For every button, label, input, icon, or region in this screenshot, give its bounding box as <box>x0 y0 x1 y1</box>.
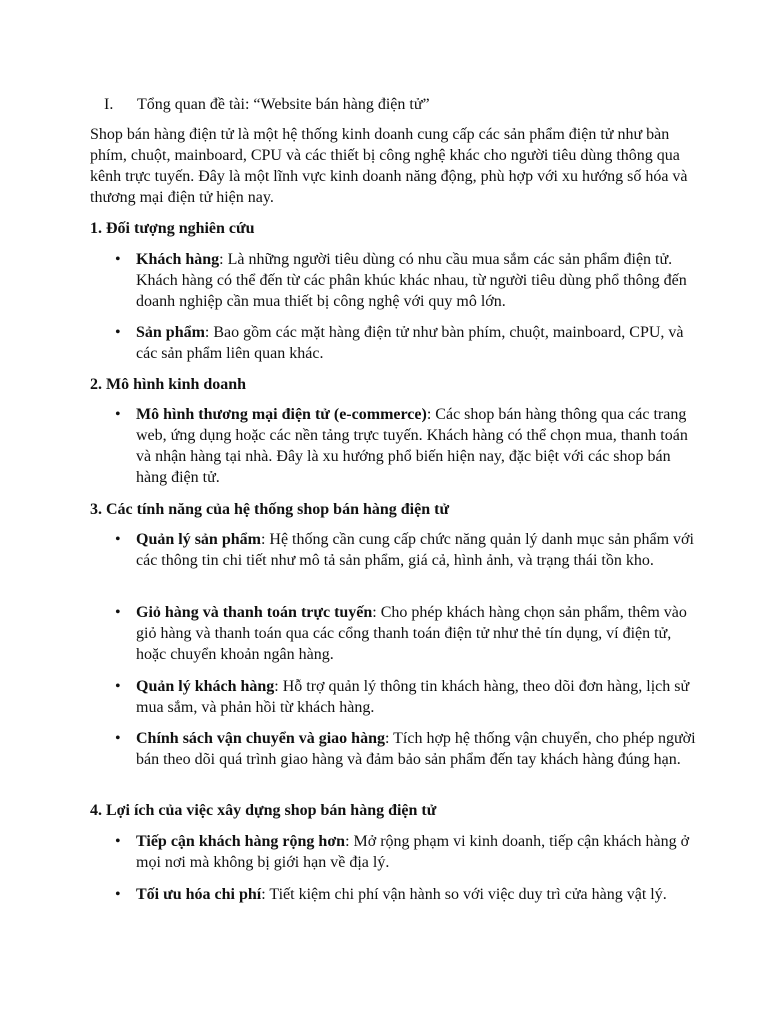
bullet-term: Chính sách vận chuyển và giao hàng <box>136 730 385 747</box>
section-title-text: Tổng quan đề tài: “Website bán hàng điện tử” <box>137 96 430 113</box>
list-item <box>136 529 696 571</box>
bullet-text: : Mở rộng phạm vi kinh doanh, tiếp cận khách hàng ở mọi nơi mà không bị giới hạn về địa lý. <box>136 833 690 871</box>
bullet-text: : Hỗ trợ quản lý thông tin khách hàng, theo dõi đơn hàng, lịch sử mua sắm, và phản hồi từ khách hàng. <box>136 678 690 716</box>
bullet-text: : Các shop bán hàng thông qua các trang web, ứng dụng hoặc các nền tảng trực tuyến. Khách hàng có thể chọn mua, thanh toán và nhận hàng tại nhà. Đây là xu hướng phổ biến hiện nay, đặc biệt với các shop bán hàng điện tử. <box>136 406 688 486</box>
list-item <box>136 322 696 364</box>
bullet-term: Tiếp cận khách hàng rộng hơn <box>136 833 346 850</box>
bullet-text: : Cho phép khách hàng chọn sản phẩm, thêm vào giỏ hàng và thanh toán qua các cổng thanh toán điện tử như thẻ tín dụng, ví điện tử, hoặc chuyển khoản ngân hàng. <box>136 604 687 663</box>
intro-paragraph: Shop bán hàng điện tử là một hệ thống kinh doanh cung cấp các sản phẩm điện tử như bàn phím, chuột, mainboard, CPU và các thiết bị công nghệ khác cho người tiêu dùng thông qua kênh trực tuyến. Đây là một lĩnh vực kinh doanh năng động, phù hợp với xu hướng số hóa và thương mại điện tử hiện nay. <box>90 126 688 206</box>
section-number: I. <box>104 96 114 113</box>
bullet-text: : Hệ thống cần cung cấp chức năng quản lý danh mục sản phẩm với các thông tin chi tiết như mô tả sản phẩm, giá cả, hình ảnh, và trạng thái tồn kho. <box>136 531 694 569</box>
heading-benefits: 4. Lợi ích của việc xây dựng shop bán hàng điện tử <box>90 802 437 819</box>
list-item <box>136 676 696 718</box>
bullet-text: : Bao gồm các mặt hàng điện tử như bàn phím, chuột, mainboard, CPU, và các sản phẩm liên quan khác. <box>136 324 684 362</box>
list-item <box>136 404 696 488</box>
section-title <box>104 94 430 115</box>
list-item <box>136 249 696 312</box>
bullet-text: : Là những người tiêu dùng có nhu cầu mua sắm các sản phẩm điện tử. Khách hàng có thể đến từ các phân khúc khác nhau, từ người tiêu dùng phổ thông đến doanh nghiệp cần mua thiết bị công nghệ với quy mô lớn. <box>136 251 687 310</box>
list-item <box>136 884 696 905</box>
list-item <box>136 831 696 873</box>
bullet-term: Mô hình thương mại điện tử (e-commerce) <box>136 406 427 423</box>
bullet-term: Quản lý khách hàng <box>136 678 275 695</box>
bullet-term: Tối ưu hóa chi phí <box>136 886 262 903</box>
heading-research-subject: 1. Đối tượng nghiên cứu <box>90 220 255 237</box>
list-item <box>136 602 696 665</box>
heading-features: 3. Các tính năng của hệ thống shop bán hàng điện tử <box>90 501 450 518</box>
bullet-term: Giỏ hàng và thanh toán trực tuyến <box>136 604 373 621</box>
bullet-term: Sản phẩm <box>136 324 205 341</box>
bullet-term: Quản lý sản phẩm <box>136 531 261 548</box>
list-item <box>136 728 696 770</box>
bullet-term: Khách hàng <box>136 251 220 268</box>
bullet-text: : Tích hợp hệ thống vận chuyển, cho phép người bán theo dõi quá trình giao hàng và đảm bảo sản phẩm đến tay khách hàng đúng hạn. <box>136 730 696 768</box>
bullet-text: : Tiết kiệm chi phí vận hành so với việc duy trì cửa hàng vật lý. <box>261 886 667 903</box>
heading-business-model: 2. Mô hình kinh doanh <box>90 376 247 393</box>
